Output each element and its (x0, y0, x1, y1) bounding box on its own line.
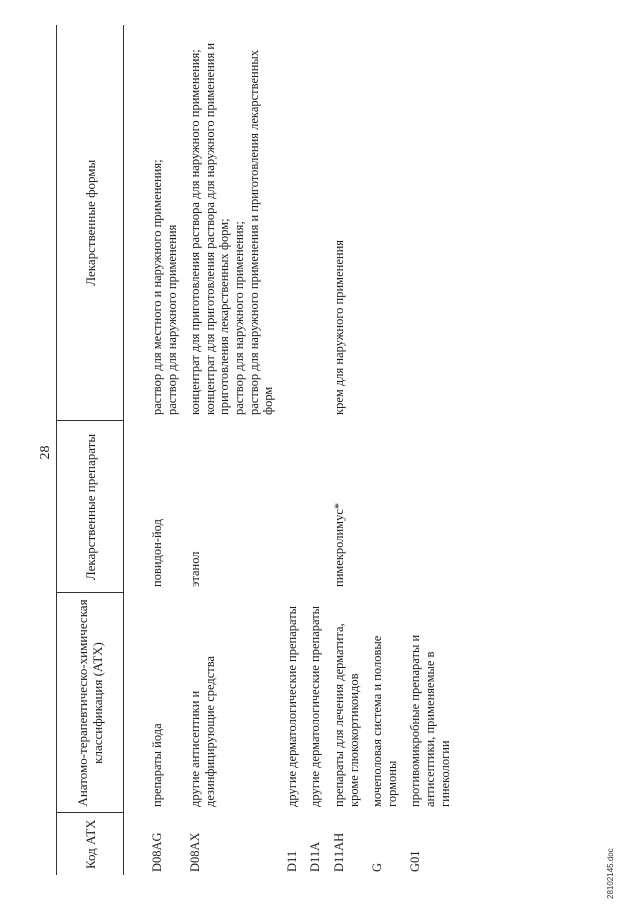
table-row (332, 25, 370, 875)
table-row (124, 25, 189, 875)
atc-code: D11A (308, 841, 323, 872)
atc-code: D08AG (150, 832, 164, 872)
atc-code: D11AH (331, 832, 346, 872)
atc-classification: мочеполовая система и половые гормоны (370, 635, 399, 807)
drug-name: этанол (188, 551, 203, 587)
atc-code: D11 (284, 850, 299, 872)
table-header-row (57, 25, 124, 875)
atc-drug-table (56, 25, 461, 875)
header-classification: Анатомо-терапевтическо-химическая классификация (АТХ) (57, 593, 124, 813)
drug-name (285, 421, 309, 593)
atc-classification: другие антисептики и дезинфицирующие средства (188, 655, 217, 807)
dosage-form-line: раствор для местного и наружного применения; (150, 159, 164, 415)
drug-name (370, 421, 408, 593)
drug-name: повидон-йод (150, 519, 164, 587)
table-row (285, 25, 309, 875)
table-row (308, 25, 332, 875)
atc-code: G (370, 862, 385, 872)
header-drugs: Лекарственные препараты (57, 421, 124, 593)
atc-classification: другие дерматологические препараты (284, 605, 299, 807)
dosage-form-line: концентрат для приготовления раствора для наружного применения и приготовления лекарственных форм; (202, 42, 232, 415)
dosage-form-line: раствор для наружного применения (164, 224, 179, 415)
dosage-forms (124, 25, 189, 421)
dosage-form-line: крем для наружного применения (331, 239, 346, 415)
page-number: 28 (38, 445, 53, 460)
atc-classification: противомикробные препараты и антисептики, применяемые в гинекологии (408, 634, 452, 807)
header-forms: Лекарственные формы (57, 25, 124, 421)
atc-code: D08AX (188, 832, 203, 872)
dosage-form-line: концентрат для приготовления раствора для наружного применения; (188, 49, 203, 415)
table-row (408, 25, 461, 875)
dosage-form-line: раствор для наружного применения и приготовления лекарственных форм (246, 49, 276, 415)
footer-filename: 28102145.doc (606, 848, 615, 899)
dosage-forms (332, 25, 370, 421)
dosage-forms (370, 25, 408, 421)
dosage-forms (285, 25, 309, 421)
table-row (188, 25, 285, 875)
drug-name (308, 421, 332, 593)
dosage-forms (308, 25, 332, 421)
atc-classification: препараты для лечения дерматита, кроме глюкокортикоидов (331, 623, 361, 807)
drug-name: пимекролимус* (331, 502, 346, 587)
table-row (370, 25, 408, 875)
atc-code: G01 (408, 850, 423, 872)
dosage-forms (408, 25, 461, 421)
drug-name (408, 421, 461, 593)
atc-classification: препараты йода (150, 723, 164, 807)
header-code: Код АТХ (57, 813, 124, 875)
atc-classification: другие дерматологические препараты (308, 605, 323, 807)
dosage-form-line: раствор для наружного применения; (231, 221, 246, 415)
dosage-forms (188, 25, 285, 421)
